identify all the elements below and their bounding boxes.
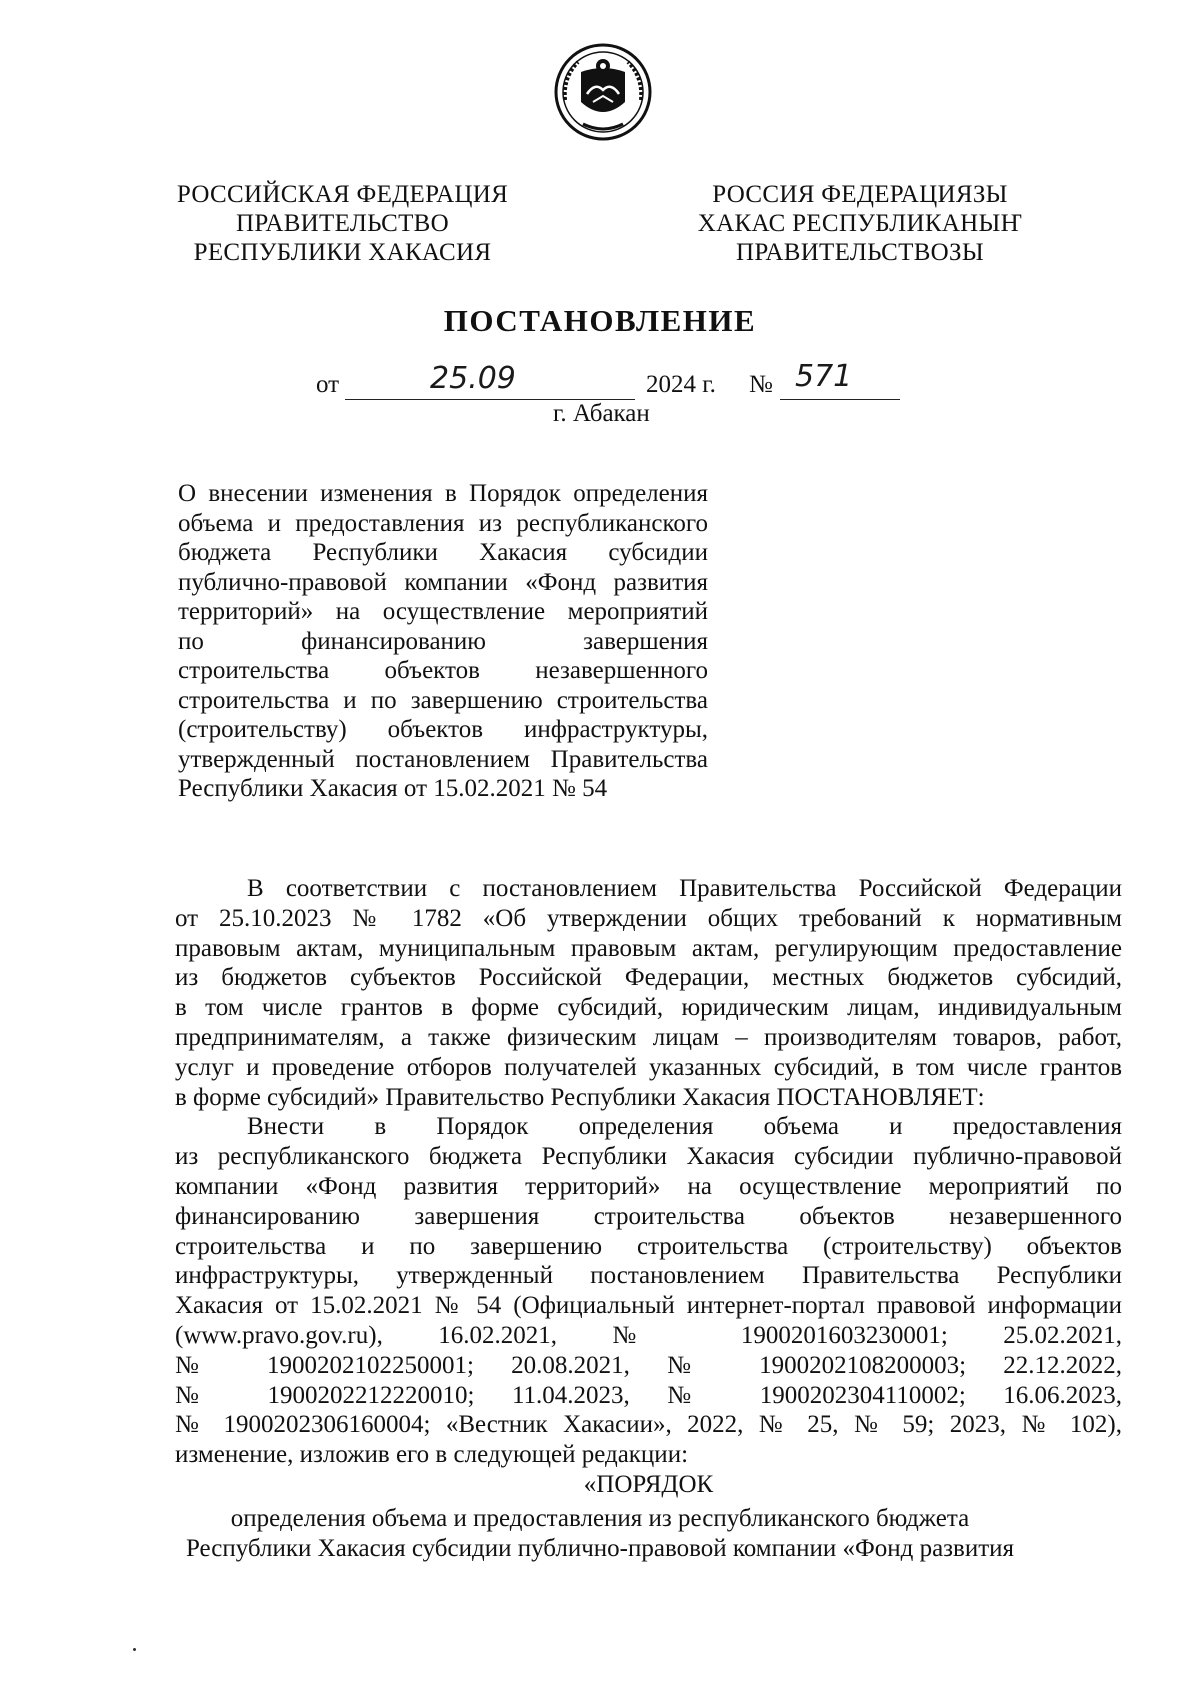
order-heading: «ПОРЯДОК bbox=[583, 1470, 714, 1498]
body-line: из республиканского бюджета Республики Хакасия субсидии публично-правовой bbox=[175, 1143, 1122, 1171]
body-line: Внести в Порядок определения объема и предоставления bbox=[247, 1113, 1122, 1141]
header-left-line: ПРАВИТЕЛЬСТВО bbox=[235, 210, 450, 237]
from-label: от bbox=[316, 371, 340, 398]
body-line: строительства и по завершению строительства (строительству) объектов bbox=[175, 1232, 1122, 1260]
body-line: в том числе грантов в форме субсидий, юридическим лицам, индивидуальным bbox=[175, 994, 1122, 1022]
body-line: (www.pravo.gov.ru), 16.02.2021, № 1900201603230001; 25.02.2021, bbox=[175, 1321, 1122, 1349]
body-line: услуг и проведение отборов получателей указанных субсидий, в том числе грантов bbox=[175, 1053, 1122, 1081]
order-title-block bbox=[150, 1504, 1050, 1564]
subject-block bbox=[178, 479, 708, 804]
document-title: ПОСТАНОВЛЕНИЕ bbox=[443, 303, 757, 338]
body-line: компании «Фонд развития территорий» на осуществление мероприятий по bbox=[175, 1172, 1122, 1200]
body-text bbox=[175, 874, 1122, 1500]
number-label: № bbox=[749, 371, 773, 398]
order-title-line: определения объема и предоставления из республиканского бюджета bbox=[230, 1505, 970, 1532]
handwritten-number: 571 bbox=[795, 359, 853, 394]
header-right-line: ПРАВИТЕЛЬСТВОЗЫ bbox=[736, 239, 984, 266]
body-line: В соответствии с постановлением Правительства Российской Федерации bbox=[247, 875, 1122, 902]
subject-line: Республики Хакасия от 15.02.2021 № 54 bbox=[178, 775, 608, 802]
header-left-line: РЕСПУБЛИКИ ХАКАСИЯ bbox=[193, 239, 492, 266]
subject-line: О внесении изменения в Порядок определения bbox=[178, 480, 708, 507]
subject-line: по финансированию завершения bbox=[178, 627, 708, 655]
body-line: от 25.10.2023 № 1782 «Об утверждении общих требований к нормативным bbox=[175, 904, 1122, 932]
body-line: № 1900202306160004; «Вестник Хакасии», 2022, № 25, № 59; 2023, № 102), bbox=[175, 1411, 1122, 1439]
subject-line: публично-правовой компании «Фонд развития bbox=[178, 568, 708, 596]
body-line: изменение, изложив его в следующей редакции: bbox=[175, 1441, 689, 1469]
body-line: предпринимателям, а также физическим лицам – производителям товаров, работ, bbox=[175, 1023, 1122, 1051]
header-left bbox=[160, 180, 525, 267]
body-line: № 1900202212220010; 11.04.2023, № 1900202304110002; 16.06.2023, bbox=[175, 1381, 1122, 1409]
body-line: в форме субсидий» Правительство Республики Хакасия ПОСТАНОВЛЯЕТ: bbox=[175, 1083, 985, 1111]
subject-line: территорий» на осуществление мероприятий bbox=[178, 598, 708, 625]
subject-line: строительства объектов незавершенного bbox=[178, 657, 708, 684]
header-right-line: РОССИЯ ФЕДЕРАЦИЯЗЫ bbox=[712, 181, 1008, 208]
scan-speck bbox=[133, 1648, 136, 1651]
city-label: г. Абакан bbox=[553, 400, 650, 427]
body-line: из бюджетов субъектов Российской Федерации, местных бюджетов субсидий, bbox=[175, 964, 1122, 992]
body-line: правовым актам, муниципальным правовым актам, регулирующим предоставление bbox=[175, 934, 1122, 962]
subject-line: утвержденный постановлением Правительства bbox=[178, 745, 708, 773]
order-title-line: Республики Хакасия субсидии публично-правовой компании «Фонд развития bbox=[185, 1535, 1015, 1562]
coat-of-arms-emblem bbox=[553, 42, 653, 142]
body-line: Хакасия от 15.02.2021 № 54 (Официальный интернет-портал правовой информации bbox=[175, 1292, 1122, 1320]
subject-line: бюджета Республики Хакасия субсидии bbox=[178, 539, 708, 566]
body-line: инфраструктуры, утвержденный постановлением Правительства Республики bbox=[175, 1262, 1122, 1290]
subject-line: (строительству) объектов инфраструктуры, bbox=[178, 716, 708, 743]
handwritten-date: 25.09 bbox=[430, 361, 516, 396]
body-line: № 1900202102250001; 20.08.2021, № 1900202108200003; 22.12.2022, bbox=[175, 1351, 1122, 1379]
header-right-line: ХАКАС РЕСПУБЛИКАНЫҤ bbox=[697, 210, 1023, 237]
subject-line: строительства и по завершению строительства bbox=[178, 686, 708, 714]
body-line: финансированию завершения строительства объектов незавершенного bbox=[175, 1202, 1122, 1230]
header-right bbox=[690, 180, 1030, 267]
year-label: 2024 г. bbox=[646, 371, 716, 398]
header-left-line: РОССИЙСКАЯ ФЕДЕРАЦИЯ bbox=[176, 181, 509, 208]
subject-line: объема и предоставления из республиканского bbox=[178, 509, 708, 537]
